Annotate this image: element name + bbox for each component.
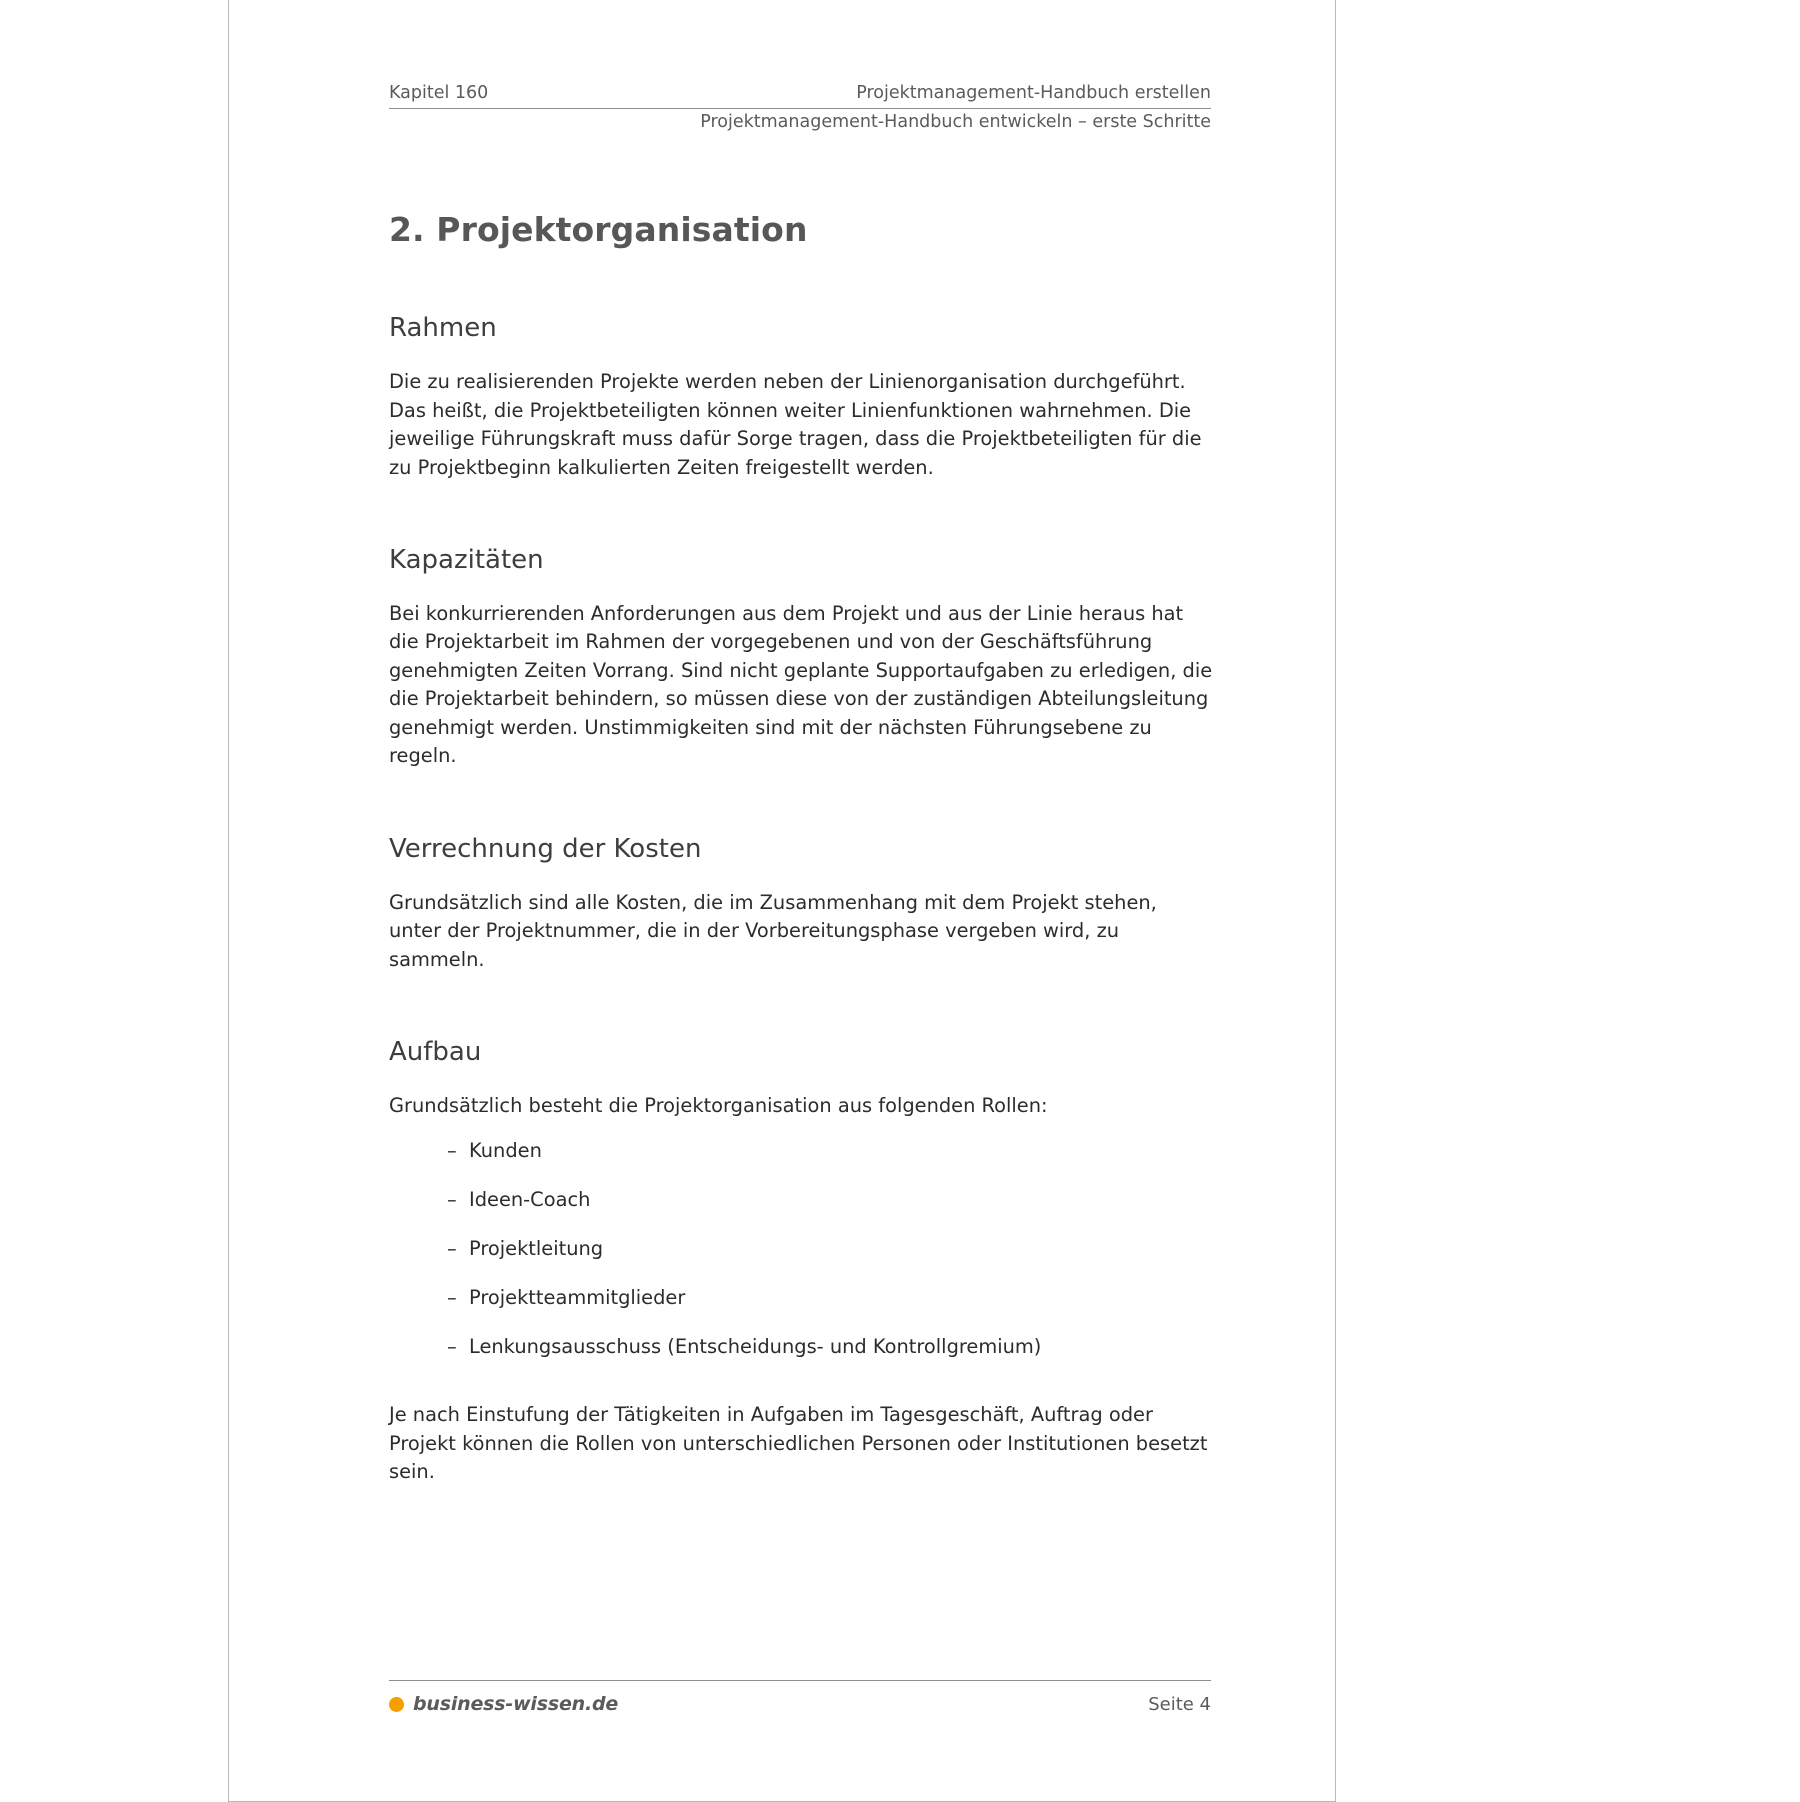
list-item [447, 1235, 1213, 1263]
page-sheet [228, 0, 1336, 1802]
page-number-label: Seite 4 [1148, 1693, 1211, 1715]
section-body-rahmen: Die zu realisierenden Projekte werden neben der Linienorganisation durchgeführt. Das heißt, die Projektbeteiligten können weiter Linienfunktionen wahrnehmen. Die jeweilige Führungskraft muss dafür Sorge tragen, dass die Projektbeteiligten für die zu Projektbeginn kalkulierten Zeiten freigestellt werden. [389, 370, 1202, 479]
spacer [389, 1070, 1213, 1092]
header-document-title: Projektmanagement-Handbuch erstellen [856, 83, 1211, 103]
spacer [389, 578, 1213, 600]
section-aufbau [389, 1036, 1213, 1361]
list-item-label: Projektteammitglieder [469, 1286, 686, 1310]
spacer [389, 346, 1213, 368]
list-dash-marker: – [447, 1236, 457, 1260]
header-top-row [389, 83, 1211, 109]
list-item-label: Lenkungsausschuss (Entscheidungs- und Kontrollgremium) [469, 1335, 1042, 1359]
section-verrechnung-der-kosten [389, 833, 1213, 974]
section-rahmen [389, 312, 1213, 482]
role-list [389, 1137, 1213, 1362]
brand-logo[interactable] [389, 1693, 618, 1715]
list-item-label: Projektleitung [469, 1236, 604, 1260]
section-heading-aufbau: Aufbau [389, 1037, 482, 1068]
section-body-verrechnung-der-kosten: Grundsätzlich sind alle Kosten, die im Zusammenhang mit dem Projekt stehen, unter der Projektnummer, die in der Vorbereitungsphase vergeben wird, zu sammeln. [389, 890, 1157, 971]
list-dash-marker: – [447, 1335, 457, 1359]
brand-name-label: business-wissen.de [413, 1693, 619, 1715]
list-item [447, 1284, 1213, 1312]
list-dash-marker: – [447, 1187, 457, 1211]
page-header [389, 83, 1211, 134]
section-body-kapazitaeten: Bei konkurrierenden Anforderungen aus dem Projekt und aus der Linie heraus hat die Projektarbeit im Rahmen der vorgegebenen und von der Geschäftsführung genehmigten Zeiten Vorrang. Sind nicht geplante Supportaufgaben zu erledigen, die die Projektarbeit behindern, so müssen diese von der zuständigen Abteilungsleitung genehmigt werden. Unstimmigkeiten sind mit der nächsten Führungsebene zu regeln. [389, 601, 1213, 768]
list-item-label: Ideen-Coach [469, 1187, 591, 1211]
header-chapter-label: Kapitel 160 [389, 83, 489, 103]
spacer [389, 482, 1213, 544]
section-heading-kapazitaeten: Kapazitäten [389, 545, 544, 576]
list-item-label: Kunden [469, 1138, 542, 1162]
section-kapazitaeten [389, 544, 1213, 771]
spacer [389, 771, 1213, 833]
spacer [389, 974, 1213, 1036]
list-item [447, 1186, 1213, 1214]
list-item [447, 1137, 1213, 1165]
page-content-area [229, 0, 1335, 1801]
section-heading-rahmen: Rahmen [389, 313, 497, 344]
list-dash-marker: – [447, 1286, 457, 1310]
page-title: 2. Projektorganisation [389, 210, 808, 249]
orange-dot-icon [389, 1697, 404, 1712]
list-dash-marker: – [447, 1138, 457, 1162]
document-body [389, 195, 1213, 1487]
spacer [389, 250, 1213, 312]
closing-paragraph: Je nach Einstufung der Tätigkeiten in Aufgaben im Tagesgeschäft, Auftrag oder Projekt können die Rollen von unterschiedlichen Personen oder Institutionen besetzt sein. [389, 1403, 1208, 1484]
page-footer [389, 1680, 1211, 1715]
section-body-aufbau: Grundsätzlich besteht die Projektorganisation aus folgenden Rollen: [389, 1094, 1048, 1118]
header-subtitle: Projektmanagement-Handbuch entwickeln – erste Schritte [700, 111, 1211, 132]
spacer [389, 1121, 1213, 1137]
spacer [389, 867, 1213, 889]
spacer [389, 1361, 1213, 1401]
section-heading-verrechnung-der-kosten: Verrechnung der Kosten [389, 834, 702, 864]
list-item [447, 1333, 1213, 1361]
